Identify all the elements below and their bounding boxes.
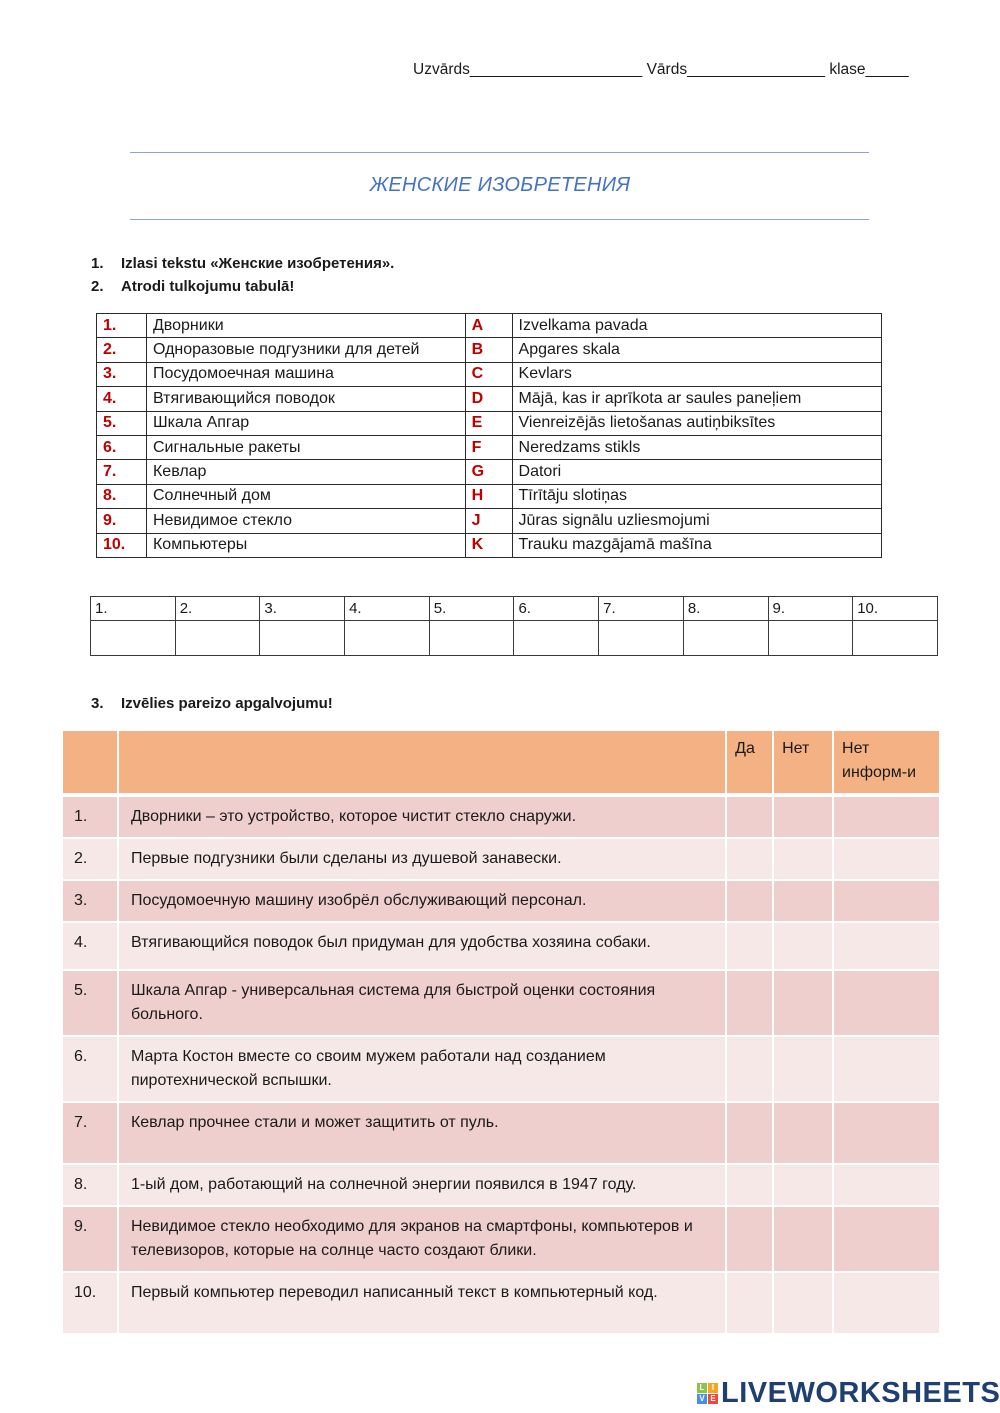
statement-text: Первый компьютер переводил написанный текст в компьютерный код. (119, 1273, 725, 1335)
true-false-header (63, 731, 939, 793)
statement-row (63, 839, 939, 881)
matching-row (97, 484, 882, 508)
statement-row (63, 1103, 939, 1165)
logo-text: LIVEWORKSHEETS (721, 1377, 1000, 1409)
answer-no-info-cell[interactable] (834, 839, 939, 881)
matching-number: 5. (97, 411, 147, 435)
matching-number: 2. (97, 338, 147, 362)
true-false-table (61, 731, 941, 1335)
statement-row (63, 1273, 939, 1335)
russian-term: Дворники (146, 314, 465, 338)
title-rule-bottom (130, 219, 869, 220)
latvian-term: Trauku mazgājamā mašīna (512, 533, 881, 557)
matching-letter: F (465, 435, 512, 459)
surname-label: Uzvārds (413, 61, 470, 78)
statement-number: 3. (63, 881, 117, 923)
russian-term: Одноразовые подгузники для детей (146, 338, 465, 362)
answer-no-cell[interactable] (774, 1273, 832, 1335)
statement-number: 9. (63, 1207, 117, 1273)
answer-yes-cell[interactable] (727, 881, 772, 923)
statement-row (63, 797, 939, 839)
answer-input-cell[interactable] (599, 621, 684, 656)
russian-term: Компьютеры (146, 533, 465, 557)
latvian-term: Tīrītāju slotiņas (512, 484, 881, 508)
russian-term: Втягивающийся поводок (146, 387, 465, 411)
statement-number: 6. (63, 1037, 117, 1103)
badge-letter: L (697, 1383, 707, 1393)
latvian-term: Datori (512, 460, 881, 484)
header-no-info: Нет информ-и (834, 731, 939, 793)
statement-text: Шкала Апгар - универсальная система для быстрой оценки состояния больного. (119, 971, 725, 1037)
matching-number: 3. (97, 362, 147, 386)
statement-text: Дворники – это устройство, которое чистит стекло снаружи. (119, 797, 725, 839)
answer-input-cell[interactable] (514, 621, 599, 656)
statement-text: Первые подгузники были сделаны из душевой занавески. (119, 839, 725, 881)
answer-grid-label: 2. (175, 597, 260, 621)
answer-input-cell[interactable] (853, 621, 938, 656)
statement-row (63, 1037, 939, 1103)
statement-row (63, 1207, 939, 1273)
latvian-term: Izvelkama pavada (512, 314, 881, 338)
latvian-term: Apgares skala (512, 338, 881, 362)
answer-input-cell[interactable] (260, 621, 345, 656)
statement-text: Втягивающийся поводок был придуман для удобства хозяина собаки. (119, 923, 725, 971)
header-no: Нет (774, 731, 832, 793)
statement-text: 1-ый дом, работающий на солнечной энергии появился в 1947 году. (119, 1165, 725, 1207)
answer-grid-label: 10. (853, 597, 938, 621)
latvian-term: Mājā, kas ir aprīkota ar saules paneļiem (512, 387, 881, 411)
statement-text: Посудомоечную машину изобрёл обслуживающий персонал. (119, 881, 725, 923)
answer-no-info-cell[interactable] (834, 1165, 939, 1207)
name-blank[interactable]: ________________ (687, 61, 826, 78)
answer-grid-label: 4. (345, 597, 430, 621)
answer-no-info-cell[interactable] (834, 1037, 939, 1103)
russian-term: Кевлар (146, 460, 465, 484)
answer-yes-cell[interactable] (727, 923, 772, 971)
answer-yes-cell[interactable] (727, 1207, 772, 1273)
latvian-term: Neredzams stikls (512, 435, 881, 459)
answer-no-cell[interactable] (774, 881, 832, 923)
answer-input-cell[interactable] (175, 621, 260, 656)
matching-number: 1. (97, 314, 147, 338)
answer-no-cell[interactable] (774, 923, 832, 971)
answer-yes-cell[interactable] (727, 1165, 772, 1207)
answer-yes-cell[interactable] (727, 1103, 772, 1165)
answer-grid-label: 7. (599, 597, 684, 621)
title-rule-top (130, 152, 869, 153)
answer-input-cell[interactable] (768, 621, 853, 656)
instruction-3: 3. Izvēlies pareizo apgalvojumu! (91, 695, 333, 712)
matching-letter: H (465, 484, 512, 508)
answer-input-cell[interactable] (345, 621, 430, 656)
matching-number: 7. (97, 460, 147, 484)
russian-term: Посудомоечная машина (146, 362, 465, 386)
matching-letter: C (465, 362, 512, 386)
statement-row (63, 1165, 939, 1207)
statement-row (63, 881, 939, 923)
matching-row (97, 435, 882, 459)
statement-number: 8. (63, 1165, 117, 1207)
answer-input-cell[interactable] (429, 621, 514, 656)
matching-row (97, 362, 882, 386)
answer-input-cell[interactable] (91, 621, 176, 656)
latvian-term: Vienreizējās lietošanas autiņbiksītes (512, 411, 881, 435)
matching-letter: E (465, 411, 512, 435)
answer-grid-label: 1. (91, 597, 176, 621)
instruction-2: 2. Atrodi tulkojumu tabulā! (91, 278, 295, 295)
answer-no-info-cell[interactable] (834, 881, 939, 923)
liveworksheets-logo (697, 1377, 1000, 1410)
answer-yes-cell[interactable] (727, 1273, 772, 1335)
answer-yes-cell[interactable] (727, 1037, 772, 1103)
surname-blank[interactable]: ____________________ (469, 61, 643, 78)
answer-grid (90, 596, 938, 656)
answer-no-cell[interactable] (774, 1103, 832, 1165)
page-title: ЖЕНСКИЕ ИЗОБРЕТЕНИЯ (369, 174, 631, 196)
matching-number: 4. (97, 387, 147, 411)
matching-letter: G (465, 460, 512, 484)
matching-row (97, 387, 882, 411)
statement-number: 7. (63, 1103, 117, 1165)
class-blank[interactable]: _____ (865, 61, 909, 78)
header-num (63, 731, 117, 793)
russian-term: Солнечный дом (146, 484, 465, 508)
answer-grid-label: 3. (260, 597, 345, 621)
answer-yes-cell[interactable] (727, 839, 772, 881)
header-yes: Да (727, 731, 772, 793)
answer-grid-label: 6. (514, 597, 599, 621)
russian-term: Шкала Апгар (146, 411, 465, 435)
statement-row (63, 971, 939, 1037)
statement-text: Марта Костон вместе со своим мужем работали над созданием пиротехнической вспышки. (119, 1037, 725, 1103)
answer-no-info-cell[interactable] (834, 1273, 939, 1335)
statement-text: Кевлар прочнее стали и может защитить от пуль. (119, 1103, 725, 1165)
matching-letter: B (465, 338, 512, 362)
statement-number: 5. (63, 971, 117, 1037)
answer-no-cell[interactable] (774, 1037, 832, 1103)
matching-letter: A (465, 314, 512, 338)
badge-letter: I (708, 1383, 718, 1393)
statement-row (63, 923, 939, 971)
matching-letter: D (465, 387, 512, 411)
latvian-term: Jūras signālu uzliesmojumi (512, 509, 881, 533)
answer-no-info-cell[interactable] (834, 1207, 939, 1273)
matching-letter: K (465, 533, 512, 557)
matching-number: 9. (97, 509, 147, 533)
matching-letter: J (465, 509, 512, 533)
student-info-line (413, 61, 909, 79)
class-label: klase (829, 61, 866, 78)
answer-no-cell[interactable] (774, 1165, 832, 1207)
answer-no-cell[interactable] (774, 839, 832, 881)
answer-no-cell[interactable] (774, 1207, 832, 1273)
matching-row (97, 460, 882, 484)
live-badge-icon (697, 1383, 718, 1404)
answer-no-info-cell[interactable] (834, 1103, 939, 1165)
statement-number: 10. (63, 1273, 117, 1335)
answer-grid-label: 5. (429, 597, 514, 621)
matching-number: 6. (97, 435, 147, 459)
russian-term: Невидимое стекло (146, 509, 465, 533)
answer-yes-cell[interactable] (727, 971, 772, 1037)
instruction-1: 1. Izlasi tekstu «Женские изобретения». (91, 255, 395, 272)
statement-number: 1. (63, 797, 117, 839)
matching-table (96, 313, 882, 558)
statement-number: 4. (63, 923, 117, 971)
answer-yes-cell[interactable] (727, 797, 772, 839)
matching-number: 10. (97, 533, 147, 557)
matching-row (97, 314, 882, 338)
answer-grid-label: 9. (768, 597, 853, 621)
answer-no-info-cell[interactable] (834, 923, 939, 971)
statement-text: Невидимое стекло необходимо для экранов на смартфоны, компьютеров и телевизоров, которые на солнце часто создают блики. (119, 1207, 725, 1273)
answer-grid-label: 8. (683, 597, 768, 621)
matching-row (97, 338, 882, 362)
badge-letter: E (708, 1394, 718, 1404)
statement-number: 2. (63, 839, 117, 881)
matching-row (97, 509, 882, 533)
answer-input-cell[interactable] (683, 621, 768, 656)
header-statement (119, 731, 725, 793)
answer-no-info-cell[interactable] (834, 971, 939, 1037)
answer-no-cell[interactable] (774, 971, 832, 1037)
latvian-term: Kevlars (512, 362, 881, 386)
answer-no-info-cell[interactable] (834, 797, 939, 839)
russian-term: Сигнальные ракеты (146, 435, 465, 459)
matching-row (97, 411, 882, 435)
matching-number: 8. (97, 484, 147, 508)
badge-letter: V (697, 1394, 707, 1404)
answer-no-cell[interactable] (774, 797, 832, 839)
matching-row (97, 533, 882, 557)
name-label: Vārds (646, 61, 688, 78)
